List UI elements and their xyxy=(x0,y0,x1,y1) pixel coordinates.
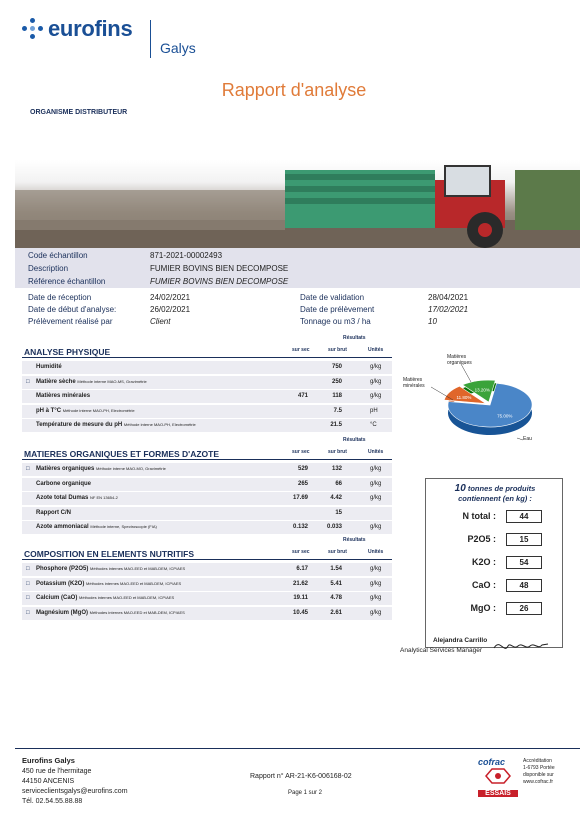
unit-value: g/kg xyxy=(370,609,382,616)
method-name: Méthode interne MAO-MS, Gravimétrie xyxy=(77,378,147,384)
panel-item-value: 54 xyxy=(506,556,542,569)
dry-header: sur sec xyxy=(292,347,310,353)
raw-value: 0.033 xyxy=(326,524,342,530)
accreditation-line2: 1-6793 Portée xyxy=(523,765,555,771)
eurofins-dots-icon xyxy=(22,18,44,40)
param-name: Calcium (CaO) xyxy=(36,595,78,601)
title-part2: d'analyse xyxy=(290,80,367,100)
unit-value: g/kg xyxy=(370,393,382,399)
dry-value: 21.62 xyxy=(292,580,308,587)
panel-item-label: CaO : xyxy=(471,580,496,590)
reception-value: 24/02/2021 xyxy=(150,293,191,302)
accredited-bullet-icon: □ xyxy=(26,566,30,572)
handwritten-signature xyxy=(492,636,550,656)
unit-value: g/kg xyxy=(370,364,382,370)
section-title: COMPOSITION EN ELEMENTS NUTRITIFS xyxy=(24,549,195,559)
sampling-by-label: Prélèvement réalisé par xyxy=(28,317,113,326)
signer-role: Analytical Services Manager xyxy=(400,647,483,654)
row-label xyxy=(36,422,196,428)
param-name: Magnésium (MgO) xyxy=(36,609,88,616)
units-header: Unités xyxy=(368,549,384,555)
raw-value: 250 xyxy=(331,378,342,385)
reference-value: FUMIER BOVINS BIEN DECOMPOSE xyxy=(150,277,289,286)
dry-header: sur sec xyxy=(292,549,310,555)
units-header: Unités xyxy=(368,347,384,353)
tonnage-value: 10 xyxy=(428,317,437,326)
pie-category-label: Matières organiques xyxy=(447,354,472,366)
row-label xyxy=(36,595,174,601)
raw-value: 66 xyxy=(335,480,342,487)
panel-title-num: 10 xyxy=(454,483,466,494)
essais-text: ESSAIS xyxy=(478,790,518,797)
code-label: Code échantillon xyxy=(28,251,88,260)
footer-company: Eurofins Galys xyxy=(22,756,75,765)
raw-header: sur brut xyxy=(328,449,347,455)
sampling-by-value: Client xyxy=(150,317,171,326)
unit-value: pH xyxy=(370,407,378,414)
param-name: Phosphore (P2O5) xyxy=(36,566,89,572)
footer-divider xyxy=(15,748,580,749)
panel-title-rest: tonnes de produits xyxy=(465,484,536,493)
accredited-bullet-icon: □ xyxy=(26,378,30,385)
raw-value: 4.42 xyxy=(330,495,342,501)
pie-value-label: 11.80% xyxy=(456,394,472,400)
dry-header: sur sec xyxy=(292,449,310,455)
row-label xyxy=(36,379,147,385)
validation-value: 28/04/2021 xyxy=(428,293,469,302)
tractor-image xyxy=(15,160,580,248)
row-label xyxy=(36,481,91,487)
panel-item-value: 15 xyxy=(506,533,542,546)
composition-pie-chart xyxy=(395,350,575,450)
field-photo xyxy=(15,160,580,248)
row-label xyxy=(36,581,181,587)
results-header: Résultats xyxy=(343,537,366,543)
raw-value: 2.61 xyxy=(330,609,342,616)
raw-value: 4.78 xyxy=(330,595,342,601)
panel-item-label: N total : xyxy=(462,511,496,521)
panel-title-line1 xyxy=(426,483,564,494)
sub-brand: Galys xyxy=(160,40,196,56)
param-name: Matière sèche xyxy=(36,378,76,385)
accreditation-line1: Accréditation xyxy=(523,758,552,764)
unit-value: g/kg xyxy=(370,595,382,601)
start-value: 26/02/2021 xyxy=(150,305,191,314)
param-name: Matières organiques xyxy=(36,466,95,472)
cofrac-text: cofrac xyxy=(478,757,506,767)
report-number: Rapport n° AR-21-K6-006168-02 xyxy=(250,773,352,780)
section-divider xyxy=(22,559,392,560)
row-label xyxy=(36,566,185,572)
tonnage-panel xyxy=(425,478,563,648)
param-name: pH à T°C xyxy=(36,407,62,414)
row-label xyxy=(36,510,71,516)
reception-label: Date de réception xyxy=(28,293,92,302)
param-name: Azote ammoniacal xyxy=(36,524,89,530)
panel-item-label: K2O : xyxy=(471,557,496,567)
section-title: MATIERES ORGANIQUES ET FORMES D'AZOTE xyxy=(24,449,220,459)
raw-value: 1.54 xyxy=(330,566,342,572)
method-name: NF EN 13654-2 xyxy=(90,495,118,500)
validation-label: Date de validation xyxy=(300,293,365,302)
unit-value: g/kg xyxy=(370,480,382,487)
logo-divider xyxy=(150,20,151,58)
panel-item-value: 26 xyxy=(506,602,542,615)
dry-value: 0.132 xyxy=(292,524,308,530)
dry-value: 19.11 xyxy=(293,595,308,601)
unit-value: g/kg xyxy=(370,580,382,587)
page-number: Page 1 sur 2 xyxy=(288,790,323,796)
method-name: Méthodes internes MAO-EED et MAB-DEM, ICP/AES xyxy=(86,580,182,586)
accredited-bullet-icon: □ xyxy=(26,466,30,472)
raw-value: 15 xyxy=(335,509,342,516)
description-value: FUMIER BOVINS BIEN DECOMPOSE xyxy=(150,264,289,273)
unit-value: g/kg xyxy=(370,466,382,472)
method-name: Méthodes internes MAO-EED et MAB-DEM, ICP/AES xyxy=(89,609,185,615)
param-name: Azote total Dumas xyxy=(36,495,89,501)
row-label xyxy=(36,466,166,472)
raw-value: 5.41 xyxy=(330,580,342,587)
report-title xyxy=(0,80,588,101)
param-name: Rapport C/N xyxy=(36,509,71,516)
param-name: Carbone organique xyxy=(36,480,92,487)
unit-value: g/kg xyxy=(370,378,382,385)
pie-leader-line xyxy=(461,364,471,382)
footer-address1: 450 rue de l'hermitage xyxy=(22,768,92,775)
method-name: Méthode interne MAO-PH, Electrométrie xyxy=(62,407,135,413)
param-name: Potassium (K2O) xyxy=(36,580,85,587)
units-header: Unités xyxy=(368,449,384,455)
param-name: Température de mesure du pH xyxy=(36,422,123,428)
dry-value: 471 xyxy=(297,393,308,399)
section-divider xyxy=(22,459,392,460)
method-name: Méthode interne MAO-PH, Electrométrie xyxy=(123,422,196,427)
row-label xyxy=(36,393,90,399)
accredited-bullet-icon: □ xyxy=(26,580,30,587)
raw-header: sur brut xyxy=(328,347,347,353)
pie-category-label: Matières minérales xyxy=(403,377,425,389)
row-label xyxy=(36,364,62,370)
results-header: Résultats xyxy=(343,437,366,443)
brand-name: eurofins xyxy=(48,16,133,41)
tonnage-label: Tonnage ou m3 / ha xyxy=(300,317,371,326)
distributor-label: ORGANISME DISTRIBUTEUR xyxy=(30,109,128,116)
title-part1: Rapport xyxy=(221,80,291,100)
unit-value: g/kg xyxy=(370,566,382,572)
results-header: Résultats xyxy=(343,335,366,341)
pie-value-label: 75.00% xyxy=(497,413,513,419)
accreditation-line3: disponible sur xyxy=(523,772,554,778)
sampling-label: Date de prélèvement xyxy=(300,305,375,314)
raw-header: sur brut xyxy=(328,549,347,555)
row-label xyxy=(36,524,157,530)
method-name: Méthodes internes MAO-EED et MAB-DEM, ICP/AES xyxy=(79,595,175,600)
reference-label: Référence échantillon xyxy=(28,277,106,286)
dry-value: 529 xyxy=(297,466,308,472)
raw-value: 132 xyxy=(331,466,342,472)
dry-value: 6.17 xyxy=(296,566,308,572)
raw-value: 750 xyxy=(331,364,342,370)
section-divider xyxy=(22,357,392,358)
panel-item-label: P2O5 : xyxy=(467,534,496,544)
accreditation-line4[interactable]: www.cofrac.fr xyxy=(523,779,554,785)
section-title: ANALYSE PHYSIQUE xyxy=(24,347,111,357)
row-label xyxy=(36,408,135,414)
sampling-value: 17/02/2021 xyxy=(428,305,469,314)
param-name: Humidité xyxy=(36,364,62,370)
panel-item-value: 44 xyxy=(506,510,542,523)
raw-value: 21.5 xyxy=(330,422,342,428)
raw-value: 118 xyxy=(332,393,342,399)
param-name: Matières minérales xyxy=(36,393,91,399)
panel-item-value: 48 xyxy=(506,579,542,592)
cofrac-emblem-icon xyxy=(478,767,518,785)
row-label xyxy=(36,610,185,616)
footer-email[interactable]: serviceclientsgalys@eurofins.com xyxy=(22,788,128,795)
unit-value: g/kg xyxy=(370,524,382,530)
row-label xyxy=(36,495,118,501)
eurofins-logo xyxy=(22,16,132,42)
code-value: 871-2021-00002493 xyxy=(150,251,223,260)
dry-value: 17.69 xyxy=(292,495,308,501)
signer-name: Alejandra Carrillo xyxy=(433,637,488,644)
unit-value: g/kg xyxy=(370,495,382,501)
accredited-bullet-icon: □ xyxy=(26,609,30,616)
dry-value: 265 xyxy=(297,480,308,487)
panel-item-label: MgO : xyxy=(470,603,496,613)
pie-category-label: Eau xyxy=(523,436,532,442)
footer-address2: 44150 ANCENIS xyxy=(22,778,75,785)
accreditation-block xyxy=(523,758,555,786)
method-name: Méthode interne MAO-MO, Gravimétrie xyxy=(96,466,166,471)
method-name: Méthodes internes MAO-EED et MAB-DEM, ICP/AES xyxy=(90,566,186,571)
unit-value: °C xyxy=(370,422,377,428)
panel-title-line2: contiennent (en kg) : xyxy=(458,494,532,503)
cofrac-logo xyxy=(478,757,518,801)
footer-phone: Tél. 02.54.55.88.88 xyxy=(22,798,83,805)
accredited-bullet-icon: □ xyxy=(26,595,30,601)
start-label: Date de début d'analyse: xyxy=(28,305,117,314)
pie-value-label: 13.20% xyxy=(474,387,490,393)
dry-value: 10.45 xyxy=(292,609,308,616)
description-label: Description xyxy=(28,264,69,273)
raw-value: 7.5 xyxy=(333,407,342,414)
method-name: Méthode interne, Spectroscopie (FIA) xyxy=(90,524,157,529)
